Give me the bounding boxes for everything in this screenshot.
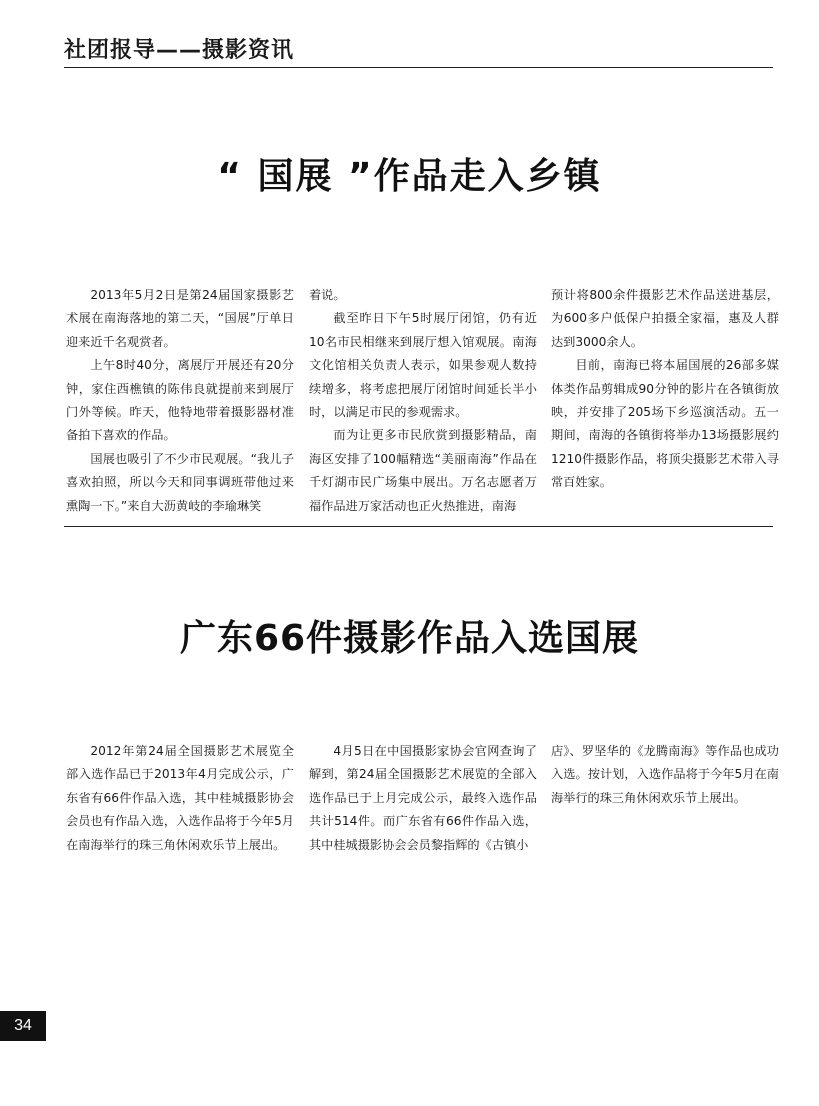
paragraph: 目前，南海已将本届国展的26部多媒体类作品剪辑成90分钟的影片在各镇街放映，并安排了205场下乡巡演活动。五一期间，南海的各镇街将举办13场摄影展约1210件摄影作品，将顶尖摄影艺术带入寻常百姓家。 bbox=[551, 358, 779, 490]
header-rule bbox=[64, 67, 773, 68]
paragraph: 预计将800余件摄影艺术作品送进基层，为600多户低保户拍摄全家福，惠及人群达到3000余人。 bbox=[551, 288, 779, 349]
article-1-column-2 bbox=[309, 284, 537, 518]
article-1-title: “ 国展 ”作品走入乡镇 bbox=[217, 156, 602, 197]
article-1-column-3 bbox=[551, 284, 779, 495]
article-1-column-1 bbox=[66, 284, 294, 518]
article-2-column-2 bbox=[309, 740, 537, 857]
paragraph: 而为让更多市民欣赏到摄影精品，南海区安排了100幅精选“美丽南海”作品在千灯湖市民广场集中展出。万名志愿者万福作品进万家活动也正火热推进，南海 bbox=[309, 428, 537, 513]
paragraph: 店》、罗坚华的《龙腾南海》等作品也成功入选。按计划，入选作品将于今年5月在南海举行的珠三角休闲欢乐节上展出。 bbox=[551, 744, 779, 805]
paragraph: 2013年5月2日是第24届国家摄影艺术展在南海落地的第二天，“国展”厅单日迎来近千名观赏者。 bbox=[66, 288, 294, 349]
paragraph: 4月5日在中国摄影家协会官网查询了解到，第24届全国摄影艺术展览的全部入选作品已于上月完成公示，最终入选作品共计514件。而广东省有66件作品入选，其中桂城摄影协会会员黎指辉的《古镇小 bbox=[309, 744, 537, 852]
article-2-column-1 bbox=[66, 740, 294, 857]
article-2-column-3 bbox=[551, 740, 779, 810]
section-header: 社团报导——摄影资讯 bbox=[64, 38, 295, 63]
page-number: 34 bbox=[0, 1011, 46, 1041]
paragraph: 2012年第24届全国摄影艺术展览全部入选作品已于2013年4月完成公示，广东省有66件作品入选，其中桂城摄影协会会员也有作品入选，入选作品将于今年5月在南海举行的珠三角休闲欢乐节上展出。 bbox=[66, 744, 294, 852]
paragraph: 国展也吸引了不少市民观展。“我儿子喜欢拍照，所以今天和同事调班带他过来熏陶一下。”来自大沥黄岐的李瑜琳笑 bbox=[66, 451, 294, 513]
paragraph: 上午8时40分，离展厅开展还有20分钟，家住西樵镇的陈伟良就提前来到展厅门外等候。昨天，他特地带着摄影器材准备拍下喜欢的作品。 bbox=[66, 358, 294, 443]
paragraph: 着说。 bbox=[309, 288, 346, 302]
article-2-title: 广东66件摄影作品入选国展 bbox=[179, 618, 640, 659]
paragraph: 截至昨日下午5时展厅闭馆，仍有近10名市民相继来到展厅想入馆观展。南海文化馆相关负责人表示，如果参观人数持续增多，将考虑把展厅闭馆时间延长半小时，以满足市民的参观需求。 bbox=[309, 311, 537, 420]
article-divider bbox=[64, 526, 773, 527]
